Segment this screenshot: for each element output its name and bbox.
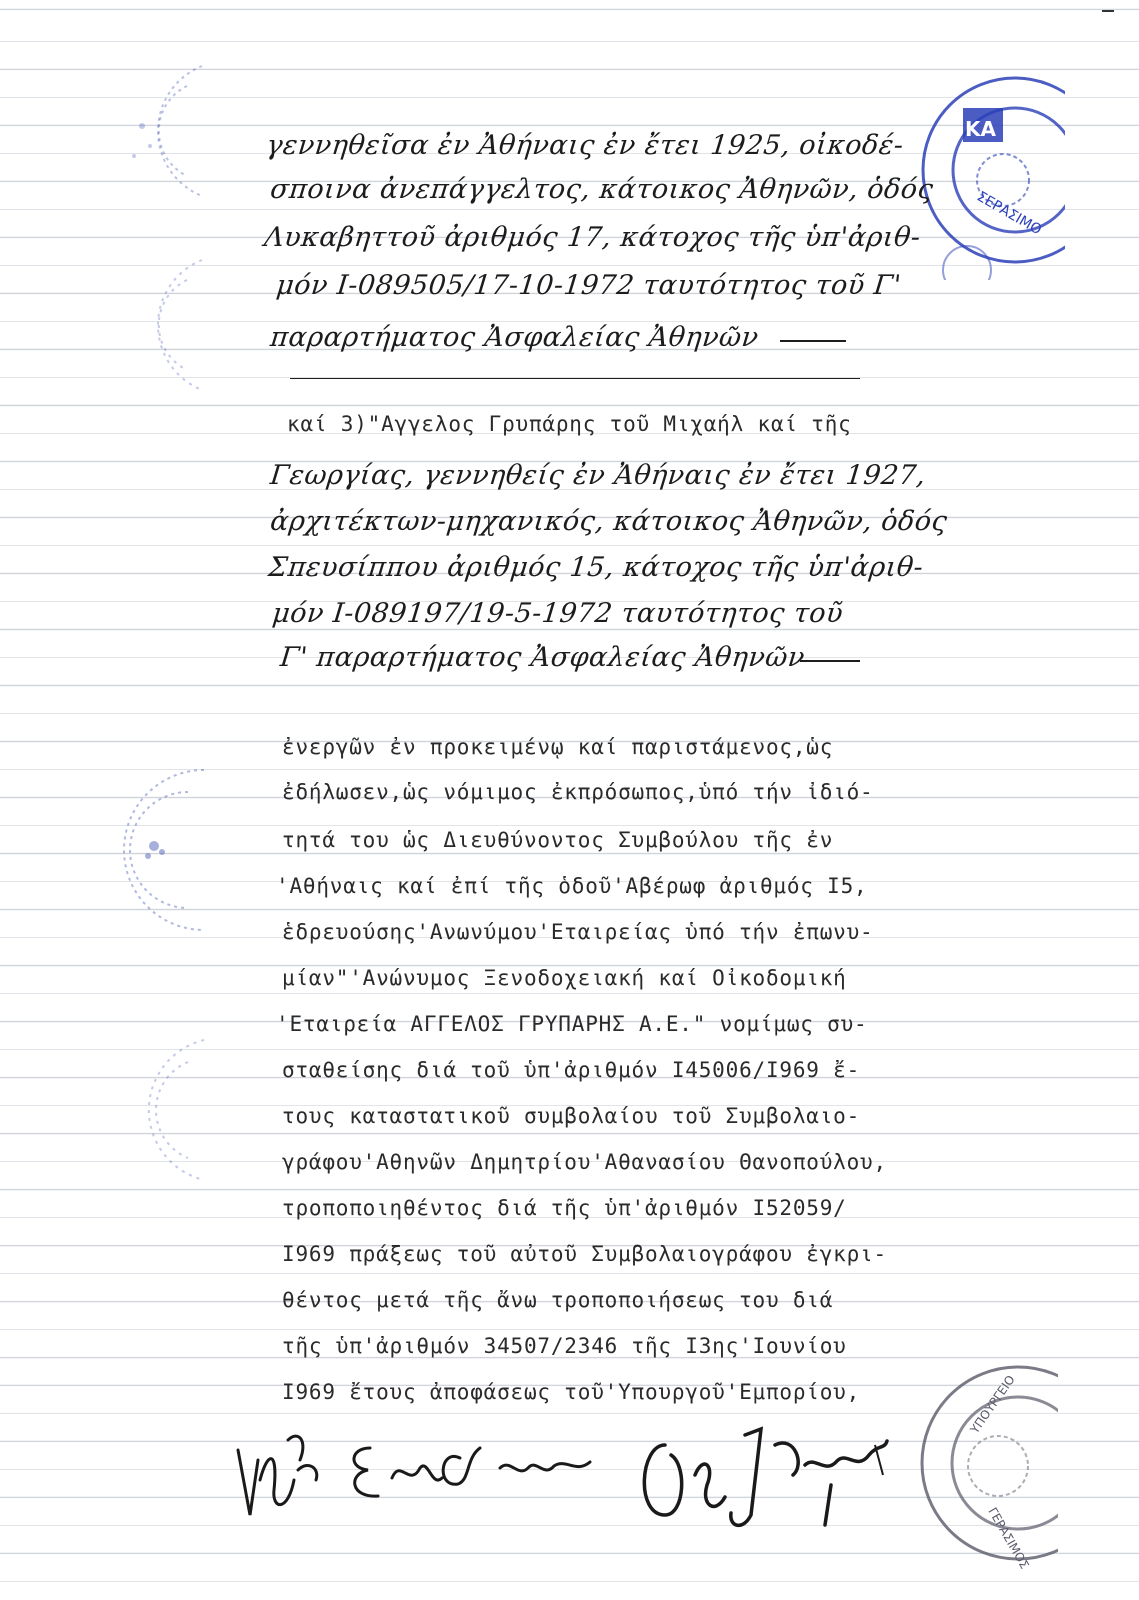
signature-3-icon — [625, 1405, 895, 1545]
official-stamp-top-right-icon — [905, 60, 1065, 280]
svg-text:ΓΕΡΑΣΙΜΟΣ: ΓΕΡΑΣΙΜΟΣ — [985, 1505, 1032, 1572]
typed-line: Ι969 πράξεως τοῦ αὐτοῦ Συμβολαιογράφου ἐγκρι- — [282, 1242, 887, 1266]
handwritten-line: μόν Ι-089197/19-5-1972 ταυτότητος τοῦ — [270, 598, 845, 629]
handwritten-line: Λυκαβηττοῦ ἀριθμός 17, κάτοχος τῆς ὑπ'ἀριθ- — [262, 222, 923, 253]
svg-text:ΚΑ: ΚΑ — [965, 117, 996, 141]
handwritten-line: παραρτήματος Ἀσφαλείας Ἀθηνῶν — [268, 322, 761, 353]
typed-line: ἑδρευούσης'Ανωνύμου'Εταιρείας ὑπό τήν ἐπωνυ- — [282, 920, 874, 944]
closing-rule — [290, 378, 860, 379]
typed-line: Ι969 ἔτους ἀποφάσεως τοῦ'Υπουργοῦ'Εμπορίου, — [282, 1380, 861, 1404]
handwritten-line: σποινα ἀνεπάγγελτος, κάτοικος Ἀθηνῶν, ὁδός — [268, 174, 935, 205]
handwritten-line: μόν Ι-089505/17-10-1972 ταυτότητος τοῦ Γ' — [274, 270, 903, 301]
typed-line: καί 3)"Αγγελος Γρυπάρης τοῦ Μιχαήλ καί τῆς — [287, 412, 852, 436]
typed-line: μίαν"'Ανώνυμος Ξενοδοχειακή καί Οἰκοδομική — [282, 966, 847, 990]
dash-line — [800, 660, 860, 662]
svg-text:ΣΕΡΑΣΙΜΟ: ΣΕΡΑΣΙΜΟ — [973, 188, 1045, 239]
official-stamp-bottom-right-icon — [908, 1348, 1058, 1578]
left-stamp-4-icon — [92, 1030, 212, 1190]
handwritten-line: Σπευσίππου ἀριθμός 15, κάτοχος τῆς ὑπ'ἀριθ- — [266, 552, 925, 583]
typed-line: 'Αθήναις καί ἐπί τῆς ὁδοῦ'Αβέρωφ ἀριθμός Ι5, — [276, 874, 868, 898]
handwritten-line: Γεωργίας, γεννηθείς ἐν Ἀθήναις ἐν ἔτει 1927, — [268, 460, 928, 491]
left-stamp-3-icon — [92, 760, 212, 940]
signature-2-icon — [340, 1418, 610, 1528]
handwritten-line: γεννηθεῖσα ἐν Ἀθήναις ἐν ἔτει 1925, οἰκοδέ- — [264, 130, 906, 161]
typed-line: τους καταστατικοῦ συμβολαίου τοῦ Συμβολαιο- — [282, 1104, 861, 1128]
svg-text:ΥΠΟΥΡΓΕΙΟ: ΥΠΟΥΡΓΕΙΟ — [967, 1372, 1018, 1437]
typed-line: τῆς ὑπ'ἀριθμόν 34507/2346 τῆς Ι3ης'Ιουνίου — [282, 1334, 847, 1358]
typed-line: 'Εταιρεία ΑΓΓΕΛΟΣ ΓΡΥΠΑΡΗΣ Α.Ε." νομίμως συ- — [276, 1012, 868, 1036]
dash-line — [780, 340, 846, 342]
typed-line: σταθείσης διά τοῦ ὑπ'ἀριθμόν Ι45006/Ι969 ἔ- — [282, 1058, 861, 1082]
handwritten-line: ἀρχιτέκτων-μηχανικός, κάτοικος Ἀθηνῶν, ὁδός — [268, 506, 949, 537]
typed-line: θέντος μετά τῆς ἄνω τροποποιήσεως του διά — [282, 1288, 834, 1312]
typed-line: τητά του ὡς Διευθύνοντος Συμβούλου τῆς ἐν — [282, 828, 834, 852]
typed-line: ἐδήλωσεν,ὡς νόμιμος ἐκπρόσωπος,ὑπό τήν ἰδιό- — [282, 780, 874, 804]
signature-1-icon — [228, 1420, 338, 1530]
left-stamp-1-icon — [92, 56, 212, 206]
page-corner-mark — [1102, 10, 1114, 12]
typed-line: τροποποιηθέντος διά τῆς ὑπ'ἀριθμόν Ι52059/ — [282, 1196, 847, 1220]
handwritten-line: Γ' παραρτήματος Ἀσφαλείας Ἀθηνῶν — [278, 642, 807, 673]
typed-line: γράφου'Αθηνῶν Δημητρίου'Αθανασίου Θανοπούλου, — [282, 1150, 887, 1174]
typed-line: ἐνεργῶν ἐν προκειμένῳ καί παριστάμενος,ὡς — [282, 735, 834, 759]
left-stamp-2-icon — [92, 250, 212, 400]
